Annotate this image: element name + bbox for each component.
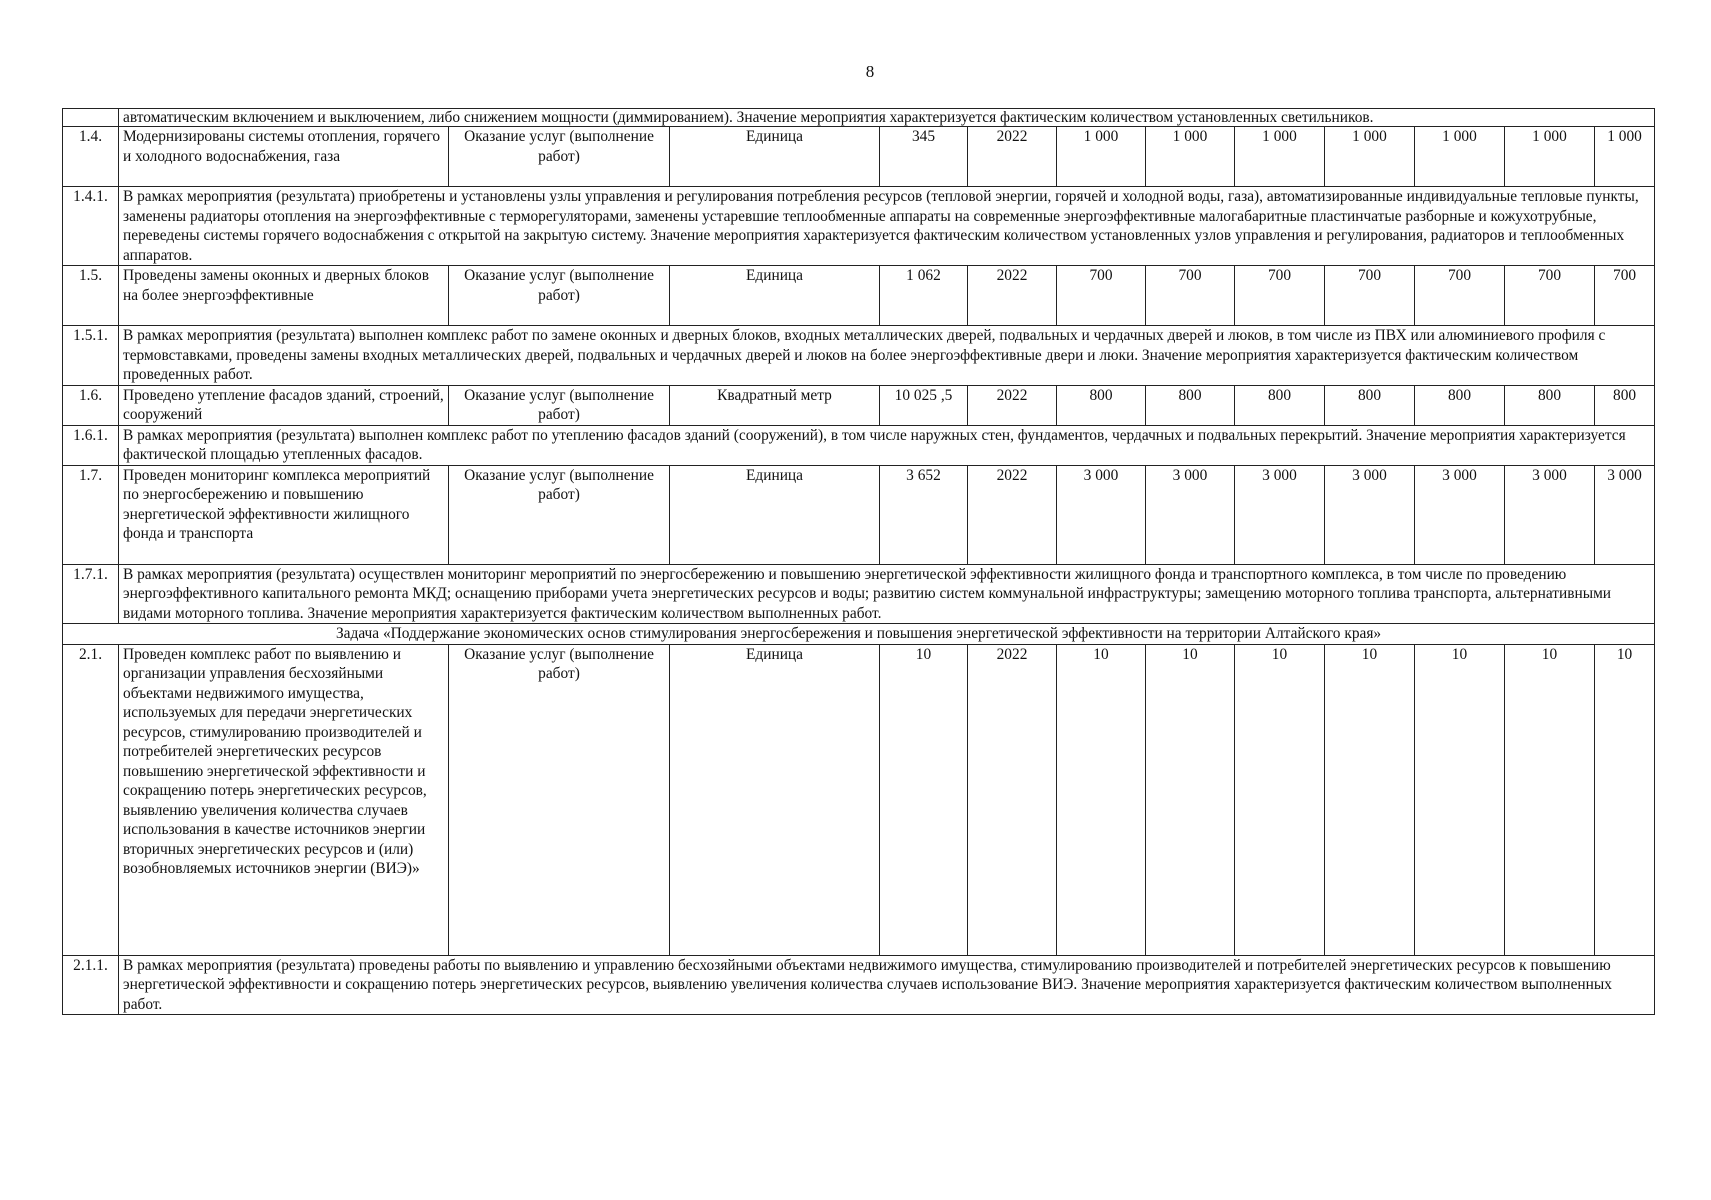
desc-number: 2.1.1. <box>63 955 119 1015</box>
table-row-1-7-1 <box>63 564 1655 624</box>
desc-number: 1.5.1. <box>63 326 119 386</box>
row-value-6: 700 <box>1505 266 1595 326</box>
row-name: Проведено утепление фасадов зданий, строений, сооружений <box>119 385 449 425</box>
table-row-1-4-1 <box>63 187 1655 266</box>
row-value-5: 1 000 <box>1415 127 1505 187</box>
row-base-value: 10 025 ,5 <box>880 385 968 425</box>
row-value-7: 1 000 <box>1595 127 1655 187</box>
desc-number: 1.6.1. <box>63 425 119 465</box>
row-value-5: 3 000 <box>1415 465 1505 564</box>
row-value-4: 700 <box>1325 266 1415 326</box>
row-type: Оказание услуг (выполнение работ) <box>449 644 670 955</box>
row-value-1: 800 <box>1057 385 1146 425</box>
desc-number: 1.7.1. <box>63 564 119 624</box>
row-value-4: 800 <box>1325 385 1415 425</box>
table-row-1-4 <box>63 127 1655 187</box>
desc-text: В рамках мероприятия (результата) выполнен комплекс работ по утеплению фасадов зданий (сооружений), в том числе наружных стен, фундаментов, чердачных и подвальных перекрытий. Значение мероприятия характеризуется фактической площадью утепленных фасадов. <box>119 425 1655 465</box>
row-value-2: 1 000 <box>1146 127 1235 187</box>
row-value-3: 3 000 <box>1235 465 1325 564</box>
row-value-5: 700 <box>1415 266 1505 326</box>
continuation-text: автоматическим включением и выключением, либо снижением мощности (диммированием). Значение мероприятия характеризуется фактическим количеством установленных светильников. <box>119 109 1655 127</box>
table-row-1-5-1 <box>63 326 1655 386</box>
table-row-1-6 <box>63 385 1655 425</box>
row-base-value: 1 062 <box>880 266 968 326</box>
row-base-year: 2022 <box>968 266 1057 326</box>
desc-number: 1.4.1. <box>63 187 119 266</box>
row-value-7: 700 <box>1595 266 1655 326</box>
row-value-1: 1 000 <box>1057 127 1146 187</box>
row-number: 1.6. <box>63 385 119 425</box>
row-type: Оказание услуг (выполнение работ) <box>449 266 670 326</box>
row-base-value: 345 <box>880 127 968 187</box>
row-unit: Единица <box>670 127 880 187</box>
desc-text: В рамках мероприятия (результата) приобретены и установлены узлы управления и регулирования потребления ресурсов (тепловой энергии, горячей и холодной воды, газа), автоматизированные индивидуальные тепловые пункты, заменены радиаторы отопления на энергоэффективные с терморегуляторами, заменены устаревшие теплообменные аппараты на современные энергоэффективные малогабаритные пластинчатые разборные и кожухотрубные, переведены системы горячего водоснабжения с открытой на закрытую систему. Значение мероприятия характеризуется фактическим количеством установленных узлов управления и регулирования, радиаторов и теплообменных аппаратов. <box>119 187 1655 266</box>
row-base-year: 2022 <box>968 127 1057 187</box>
task-heading-row <box>63 624 1655 645</box>
row-base-year: 2022 <box>968 465 1057 564</box>
table-row-1-7 <box>63 465 1655 564</box>
desc-text: В рамках мероприятия (результата) осуществлен мониторинг мероприятий по энергосбережению и повышению энергетической эффективности жилищного фонда и транспортного комплекса, в том числе по проведению энергоэффективного капитального ремонта МКД; оснащению приборами учета энергетических ресурсов и воды; развитию систем коммунальной инфраструктуры; замещению моторного топлива транспорта, альтернативными видами моторного топлива. Значение мероприятия характеризуется фактическим количеством выполненных работ. <box>119 564 1655 624</box>
row-value-7: 10 <box>1595 644 1655 955</box>
row-value-6: 10 <box>1505 644 1595 955</box>
row-name: Модернизированы системы отопления, горячего и холодного водоснабжения, газа <box>119 127 449 187</box>
row-value-6: 800 <box>1505 385 1595 425</box>
row-value-2: 800 <box>1146 385 1235 425</box>
row-name: Проведен мониторинг комплекса мероприятий по энергосбережению и повышению энергетической эффективности жилищного фонда и транспорта <box>119 465 449 564</box>
row-name: Проведен комплекс работ по выявлению и организации управления бесхозяйными объектами недвижимого имущества, используемых для передачи энергетических ресурсов, стимулированию производителей и потребителей энергетических ресурсов повышению энергетической эффективности и сокращению потерь энергетических ресурсов, выявлению увеличения количества случаев использования в качестве источников энергии вторичных энергетических ресурсов и (или) возобновляемых источников энергии (ВИЭ)» <box>119 644 449 955</box>
row-type: Оказание услуг (выполнение работ) <box>449 127 670 187</box>
task-title: Задача «Поддержание экономических основ стимулирования энергосбережения и повышения энергетической эффективности на территории Алтайского края» <box>63 624 1655 645</box>
row-unit: Единица <box>670 644 880 955</box>
row-base-value: 10 <box>880 644 968 955</box>
row-value-7: 3 000 <box>1595 465 1655 564</box>
row-number: 1.5. <box>63 266 119 326</box>
row-number: 2.1. <box>63 644 119 955</box>
row-value-4: 1 000 <box>1325 127 1415 187</box>
page-number: 8 <box>865 62 875 81</box>
row-unit: Единица <box>670 465 880 564</box>
continuation-number-cell <box>63 109 119 127</box>
desc-text: В рамках мероприятия (результата) проведены работы по выявлению и управлению бесхозяйными объектами недвижимого имущества, стимулированию производителей и потребителей энергетических ресурсов к повышению энергетической эффективности и сокращению потерь энергетических ресурсов, выявлению увеличения количества случаев использование ВИЭ. Значение мероприятия характеризуется фактическим количеством выполненных работ. <box>119 955 1655 1015</box>
row-unit: Единица <box>670 266 880 326</box>
row-value-5: 10 <box>1415 644 1505 955</box>
row-value-4: 3 000 <box>1325 465 1415 564</box>
measures-table <box>62 108 1655 1015</box>
row-value-6: 3 000 <box>1505 465 1595 564</box>
row-value-2: 3 000 <box>1146 465 1235 564</box>
table-row-2-1 <box>63 644 1655 955</box>
row-type: Оказание услуг (выполнение работ) <box>449 385 670 425</box>
row-type: Оказание услуг (выполнение работ) <box>449 465 670 564</box>
row-base-year: 2022 <box>968 644 1057 955</box>
row-value-1: 3 000 <box>1057 465 1146 564</box>
row-unit: Квадратный метр <box>670 385 880 425</box>
row-value-6: 1 000 <box>1505 127 1595 187</box>
row-number: 1.4. <box>63 127 119 187</box>
row-name: Проведены замены оконных и дверных блоков на более энергоэффективные <box>119 266 449 326</box>
row-value-7: 800 <box>1595 385 1655 425</box>
row-value-5: 800 <box>1415 385 1505 425</box>
row-value-3: 1 000 <box>1235 127 1325 187</box>
row-value-1: 700 <box>1057 266 1146 326</box>
continuation-row <box>63 109 1655 127</box>
row-base-value: 3 652 <box>880 465 968 564</box>
table-row-2-1-1 <box>63 955 1655 1015</box>
row-value-2: 700 <box>1146 266 1235 326</box>
row-value-4: 10 <box>1325 644 1415 955</box>
row-value-3: 800 <box>1235 385 1325 425</box>
row-value-1: 10 <box>1057 644 1146 955</box>
table-row-1-6-1 <box>63 425 1655 465</box>
table-row-1-5 <box>63 266 1655 326</box>
row-number: 1.7. <box>63 465 119 564</box>
row-base-year: 2022 <box>968 385 1057 425</box>
row-value-3: 700 <box>1235 266 1325 326</box>
desc-text: В рамках мероприятия (результата) выполнен комплекс работ по замене оконных и дверных блоков, входных металлических дверей, подвальных и чердачных дверей и люков, в том числе из ПВХ или алюминиевого профиля с термовставками, проведены замены входных металлических дверей, подвальных и чердачных дверей и люков на более энергоэффективные двери и люки. Значение мероприятия характеризуется фактическим количеством проведенных работ. <box>119 326 1655 386</box>
row-value-3: 10 <box>1235 644 1325 955</box>
row-value-2: 10 <box>1146 644 1235 955</box>
